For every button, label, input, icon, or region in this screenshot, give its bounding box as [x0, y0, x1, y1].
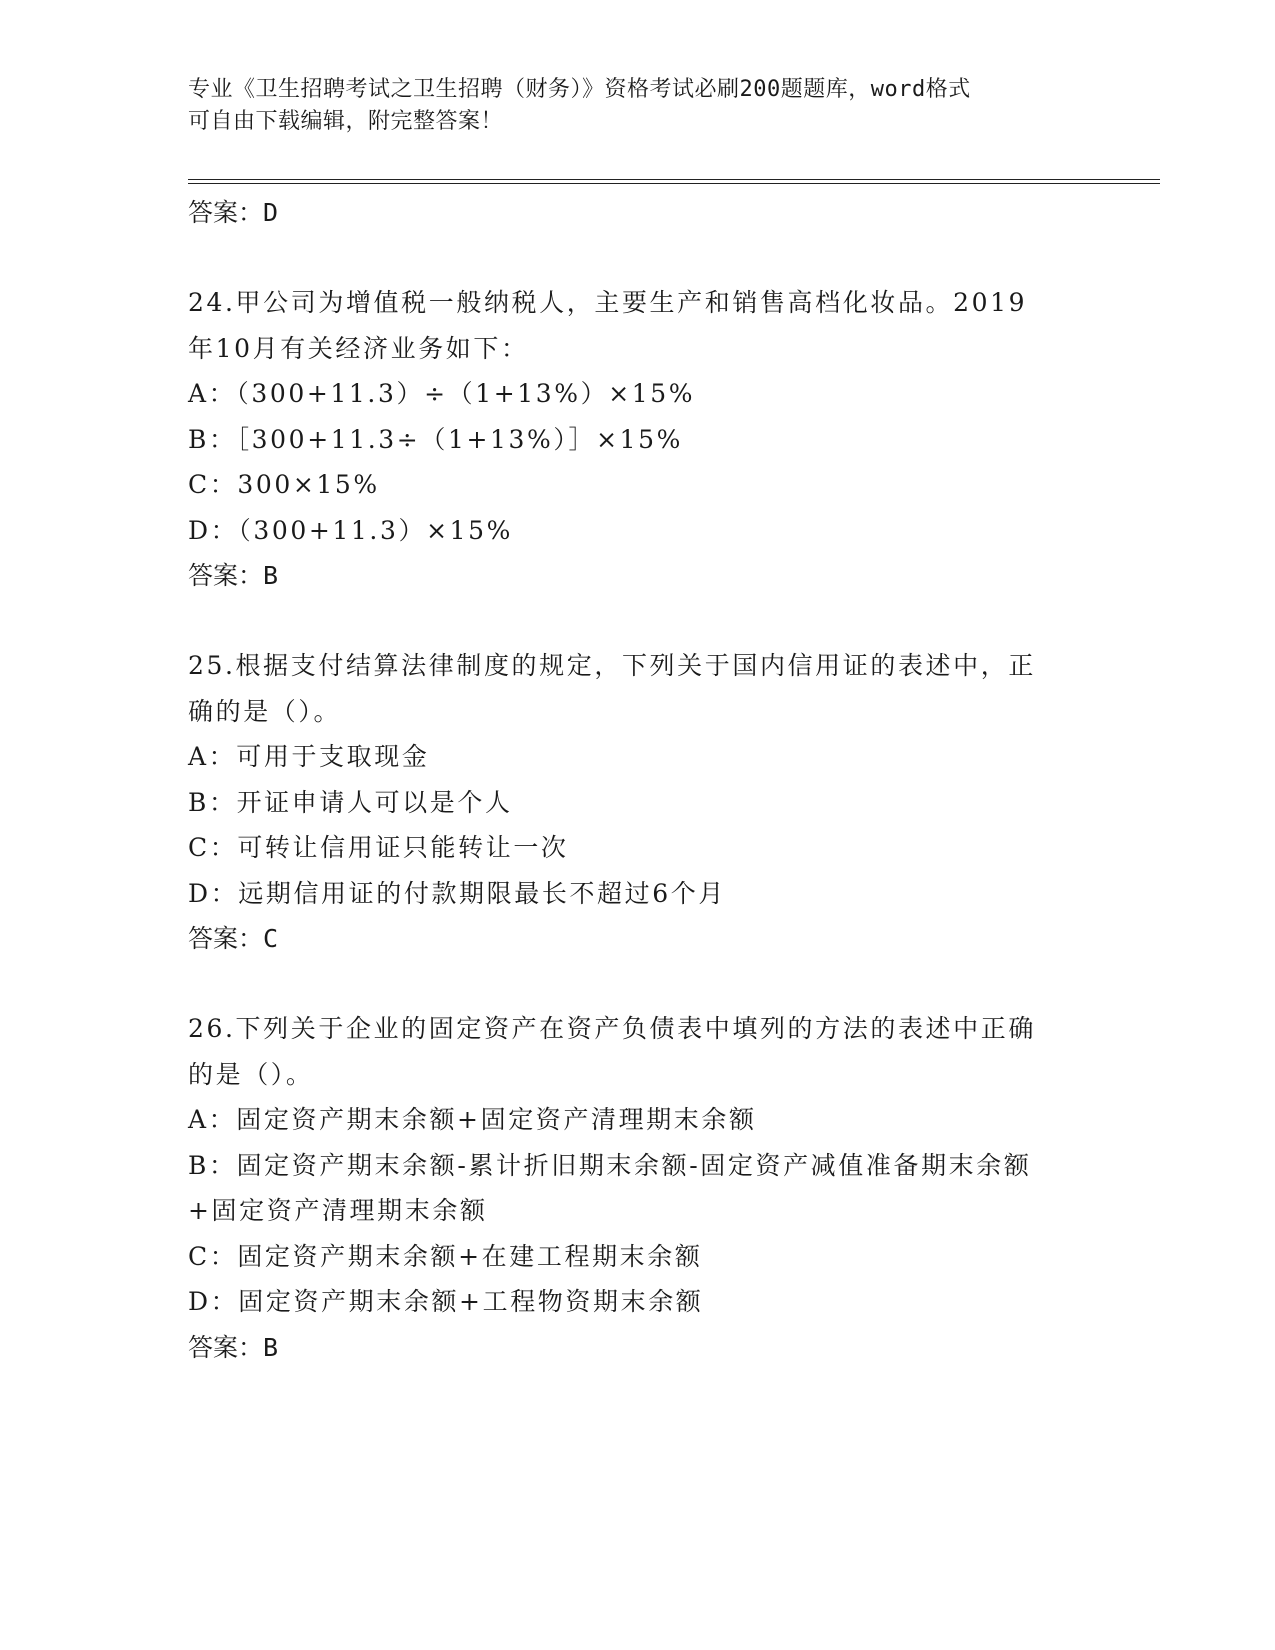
header-divider-bottom — [188, 183, 1160, 184]
document-header — [188, 74, 1088, 138]
option-c: C：300×15% — [188, 470, 380, 499]
option-b: B：［300+11.3÷（1+13%）］×15% — [188, 424, 683, 454]
option-c: C：可转让信用证只能转让一次 — [188, 833, 569, 862]
question-25 — [188, 643, 1088, 962]
header-divider-top — [188, 179, 1160, 180]
answer: 答案：C — [188, 924, 279, 953]
stem-line: 年10月有关经济业务如下： — [188, 333, 529, 363]
question-stem — [188, 280, 1088, 371]
option-b: B：开证申请人可以是个人 — [188, 787, 513, 817]
stem-line: 确的是（）。 — [188, 696, 342, 726]
question-26 — [188, 1006, 1088, 1371]
option-a: A：固定资产期末余额+固定资产清理期末余额 — [188, 1105, 757, 1134]
question-24 — [188, 280, 1088, 599]
option-c: C：固定资产期末余额+在建工程期末余额 — [188, 1241, 703, 1271]
answer: 答案：B — [188, 1332, 279, 1362]
option-a: A：可用于支取现金 — [188, 742, 430, 771]
answer: 答案：B — [188, 561, 279, 590]
option-b: B：固定资产期末余额-累计折旧期末余额-固定资产减值准备期末余额 +固定资产清理期末余额 — [188, 1150, 1032, 1225]
question-stem — [188, 1006, 1088, 1097]
option-d: D：（300+11.3）×15% — [188, 515, 513, 545]
option-d: D：固定资产期末余额+工程物资期末余额 — [188, 1287, 704, 1316]
stem-line: 24.甲公司为增值税一般纳税人，主要生产和销售高档化妆品。2019 — [188, 288, 1028, 317]
option-a: A：（300+11.3）÷（1+13%）×15% — [188, 379, 696, 408]
header-line-1: 专业《卫生招聘考试之卫生招聘（财务）》资格考试必刷200题题库，word格式 — [188, 77, 971, 102]
stem-line: 的是（）。 — [188, 1059, 314, 1089]
option-d: D：远期信用证的付款期限最长不超过6个月 — [188, 878, 726, 908]
stem-line: 26.下列关于企业的固定资产在资产负债表中填列的方法的表述中正确 — [188, 1014, 1036, 1043]
stem-line: 25.根据支付结算法律制度的规定，下列关于国内信用证的表述中，正 — [188, 651, 1036, 680]
question-list — [188, 190, 1088, 1371]
question-stem — [188, 643, 1088, 734]
header-line-2: 可自由下载编辑，附完整答案！ — [188, 109, 504, 134]
previous-answer: 答案：D — [188, 198, 279, 227]
